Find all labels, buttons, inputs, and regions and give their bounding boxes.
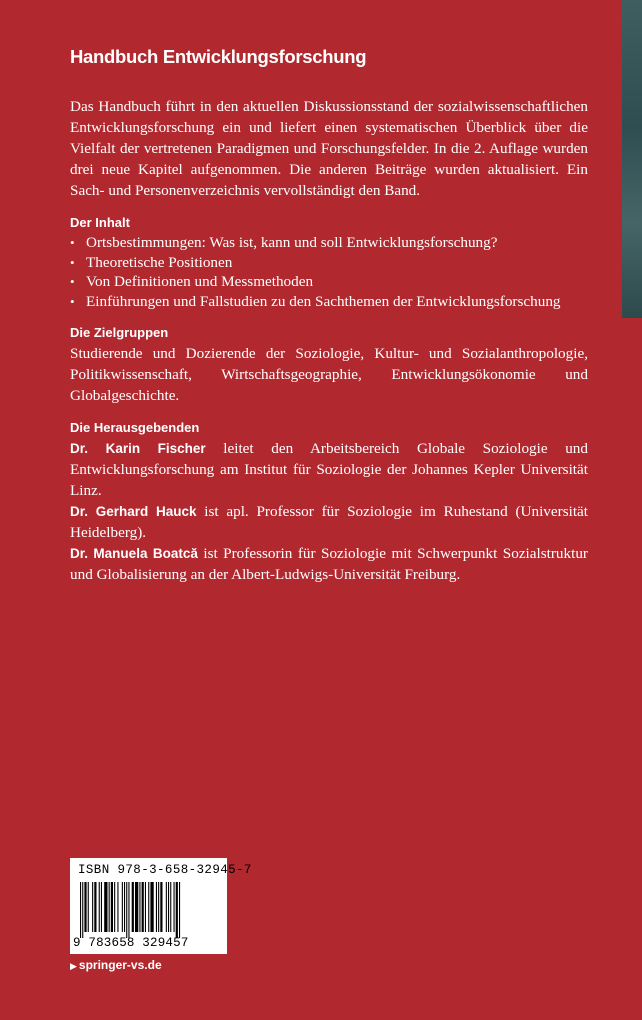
editor-name: Dr. Gerhard Hauck [70,504,197,519]
intro-paragraph: Das Handbuch führt in den aktuellen Diskussionsstand der sozialwissenschaftlichen Entwicklungsforschung ein und liefert einen systematischen Überblick über die Vielfalt der vertretenen Paradigmen und Forschungsfelder. In die 2. Auflage wurden drei neue Kapitel aufgenommen. Die anderen Beiträge wurden aktualisiert. Ein Sach- und Personenverzeichnis vervollständigt den Band. [70,98,588,199]
barcode-bar [148,882,149,932]
barcode-bar [80,882,81,938]
barcode-bar [158,882,159,932]
inhalt-heading: Der Inhalt [70,215,130,230]
editor-bio: leitet den Arbeitsbereich Globale Soziologie und Entwicklungsforschung am Institut für Soziologie der Johannes Kepler Universität Linz. [70,440,588,499]
barcode-bar [88,882,89,932]
editor-entry [70,438,588,501]
barcode-bar [176,882,178,938]
barcode-bar [99,882,100,932]
list-item: • Von Definitionen und Messmethoden [70,272,588,292]
zielgruppen-text: Studierende und Dozierende der Soziologie, Kultur- und Sozialanthropologie, Politikwissenschaft, Wirtschaftsgeographie, Entwicklungsökonomie und Globalgeschichte. [70,345,588,404]
barcode-bar [135,882,138,932]
barcode-bar [142,882,144,932]
barcode-bar [122,882,123,932]
herausgebende-section [70,418,588,585]
inhalt-list [70,233,588,311]
barcode-bar [84,882,86,932]
list-item: • Ortsbestimmungen: Was ist, kann und soll Entwicklungsforschung? [70,233,588,253]
barcode-bar [104,882,107,932]
isbn-barcode [70,858,252,954]
barcode-bar [150,882,153,932]
barcode-bar [170,882,171,932]
editor-name: Dr. Manuela Boatcă [70,546,198,561]
barcode-bar [126,882,127,938]
arrow-right-icon: ▶ [70,961,77,971]
editor-bio: ist Professorin für Soziologie mit Schwerpunkt Sozialstruktur und Globalisierung an der Albert-Ludwigs-Universität Freiburg. [70,545,588,583]
zielgruppen-heading: Die Zielgruppen [70,325,169,340]
barcode-bar [156,882,157,932]
editor-entry [70,501,588,543]
barcode-bar [92,882,93,932]
herausgebende-heading: Die Herausgebenden [70,420,200,435]
barcode-bar [109,882,110,932]
publisher-link[interactable] [70,958,162,972]
barcode-bar [145,882,146,932]
editor-bio: ist apl. Professor für Soziologie im Ruhestand (Universität Heidelberg). [70,503,589,541]
inhalt-section [70,213,588,311]
barcode-bar [128,882,129,938]
back-cover-text [70,44,588,585]
editor-entry [70,543,588,585]
barcode-bar [166,882,167,932]
spine-strip [622,0,642,318]
barcode-bar [124,882,125,932]
barcode-bar [168,882,169,932]
barcode-bar [160,882,162,932]
barcode-bar [101,882,102,932]
barcode-bar [117,882,118,932]
isbn-label: ISBN 978-3-658-32945-7 [78,863,252,877]
barcode-bar [179,882,180,938]
barcode-bar [139,882,140,932]
editor-name: Dr. Karin Fischer [70,441,206,456]
barcode-digits: 9 783658 329457 [73,936,189,950]
barcode-bar [132,882,134,932]
list-item: • Einführungen und Fallstudien zu den Sachthemen der Entwicklungsforschung [70,292,588,312]
barcode-bar [174,882,175,932]
book-title: Handbuch Entwicklungsforschung [70,46,367,67]
barcode-bar [82,882,83,938]
barcode-bar [114,882,115,932]
list-item: • Theoretische Positionen [70,253,588,273]
barcode-bars [74,882,224,938]
barcode-bar [111,882,113,932]
barcode-bar [94,882,96,932]
publisher-url: springer-vs.de [78,958,162,972]
zielgruppen-section [70,323,588,406]
